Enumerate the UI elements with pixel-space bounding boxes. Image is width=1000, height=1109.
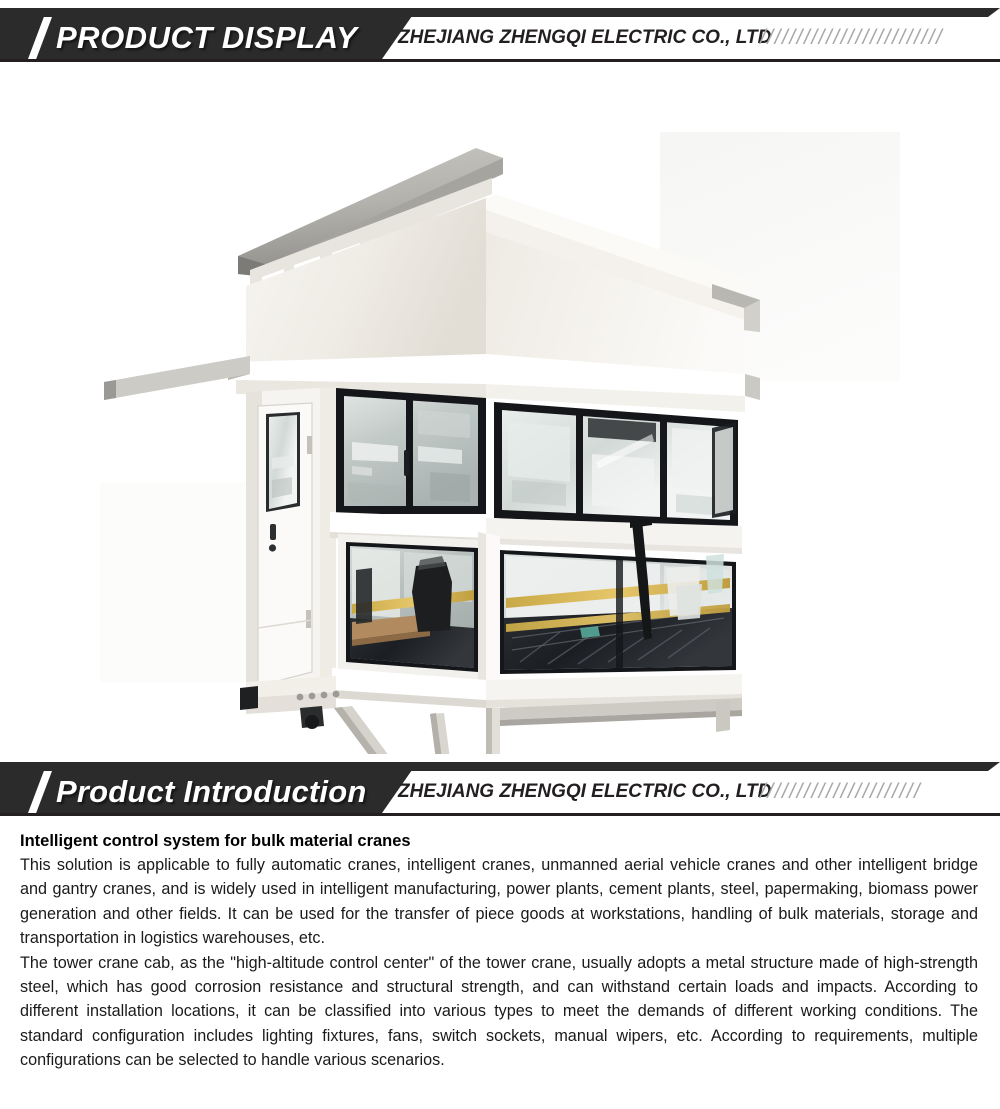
product-introduction-body <box>0 816 1000 1073</box>
intro-paragraph-2: The tower crane cab, as the "high-altitude control center" of the tower crane, usually adopts a metal structure made of high-strength steel, which has good corrosion resistance and structural strength, and can withstand certain loads and impacts. According to different installation locations, it can be classified into various types to meet the demands of different working conditions. The standard configuration includes lighting fixtures, fans, switch sockets, manual wipers, etc. According to requirements, multiple configurations can be selected to handle various scenarios. <box>20 953 978 1070</box>
company-name-display: ZHEJIANG ZHENGQI ELECTRIC CO., LTD <box>398 27 772 48</box>
banner-hash-marks-introduction: ////////////////////// <box>760 780 922 803</box>
intro-paragraph-1: This solution is applicable to fully automatic cranes, intelligent cranes, unmanned aerial vehicle cranes and other intelligent bridge and gantry cranes, and is widely used in intelligent manufacturing, power plants, cement plants, steel, papermaking, biomass power generation and other fields. It can be used for the transfer of piece goods at workstations, handling of bulk materials, storage and transportation in logistics warehouses, etc. <box>20 856 978 948</box>
product-photo-illustration <box>0 62 1000 754</box>
section-title-product-introduction: Product Introduction <box>56 774 367 809</box>
company-name-introduction: ZHEJIANG ZHENGQI ELECTRIC CO., LTD <box>398 781 772 802</box>
banner-hash-marks-display: ///////////////////////// <box>760 26 944 49</box>
product-display-banner <box>0 0 1000 62</box>
product-introduction-banner <box>0 754 1000 816</box>
product-photo <box>0 62 1000 754</box>
intro-heading: Intelligent control system for bulk material cranes <box>20 832 411 850</box>
section-title-product-display: PRODUCT DISPLAY <box>56 20 358 55</box>
